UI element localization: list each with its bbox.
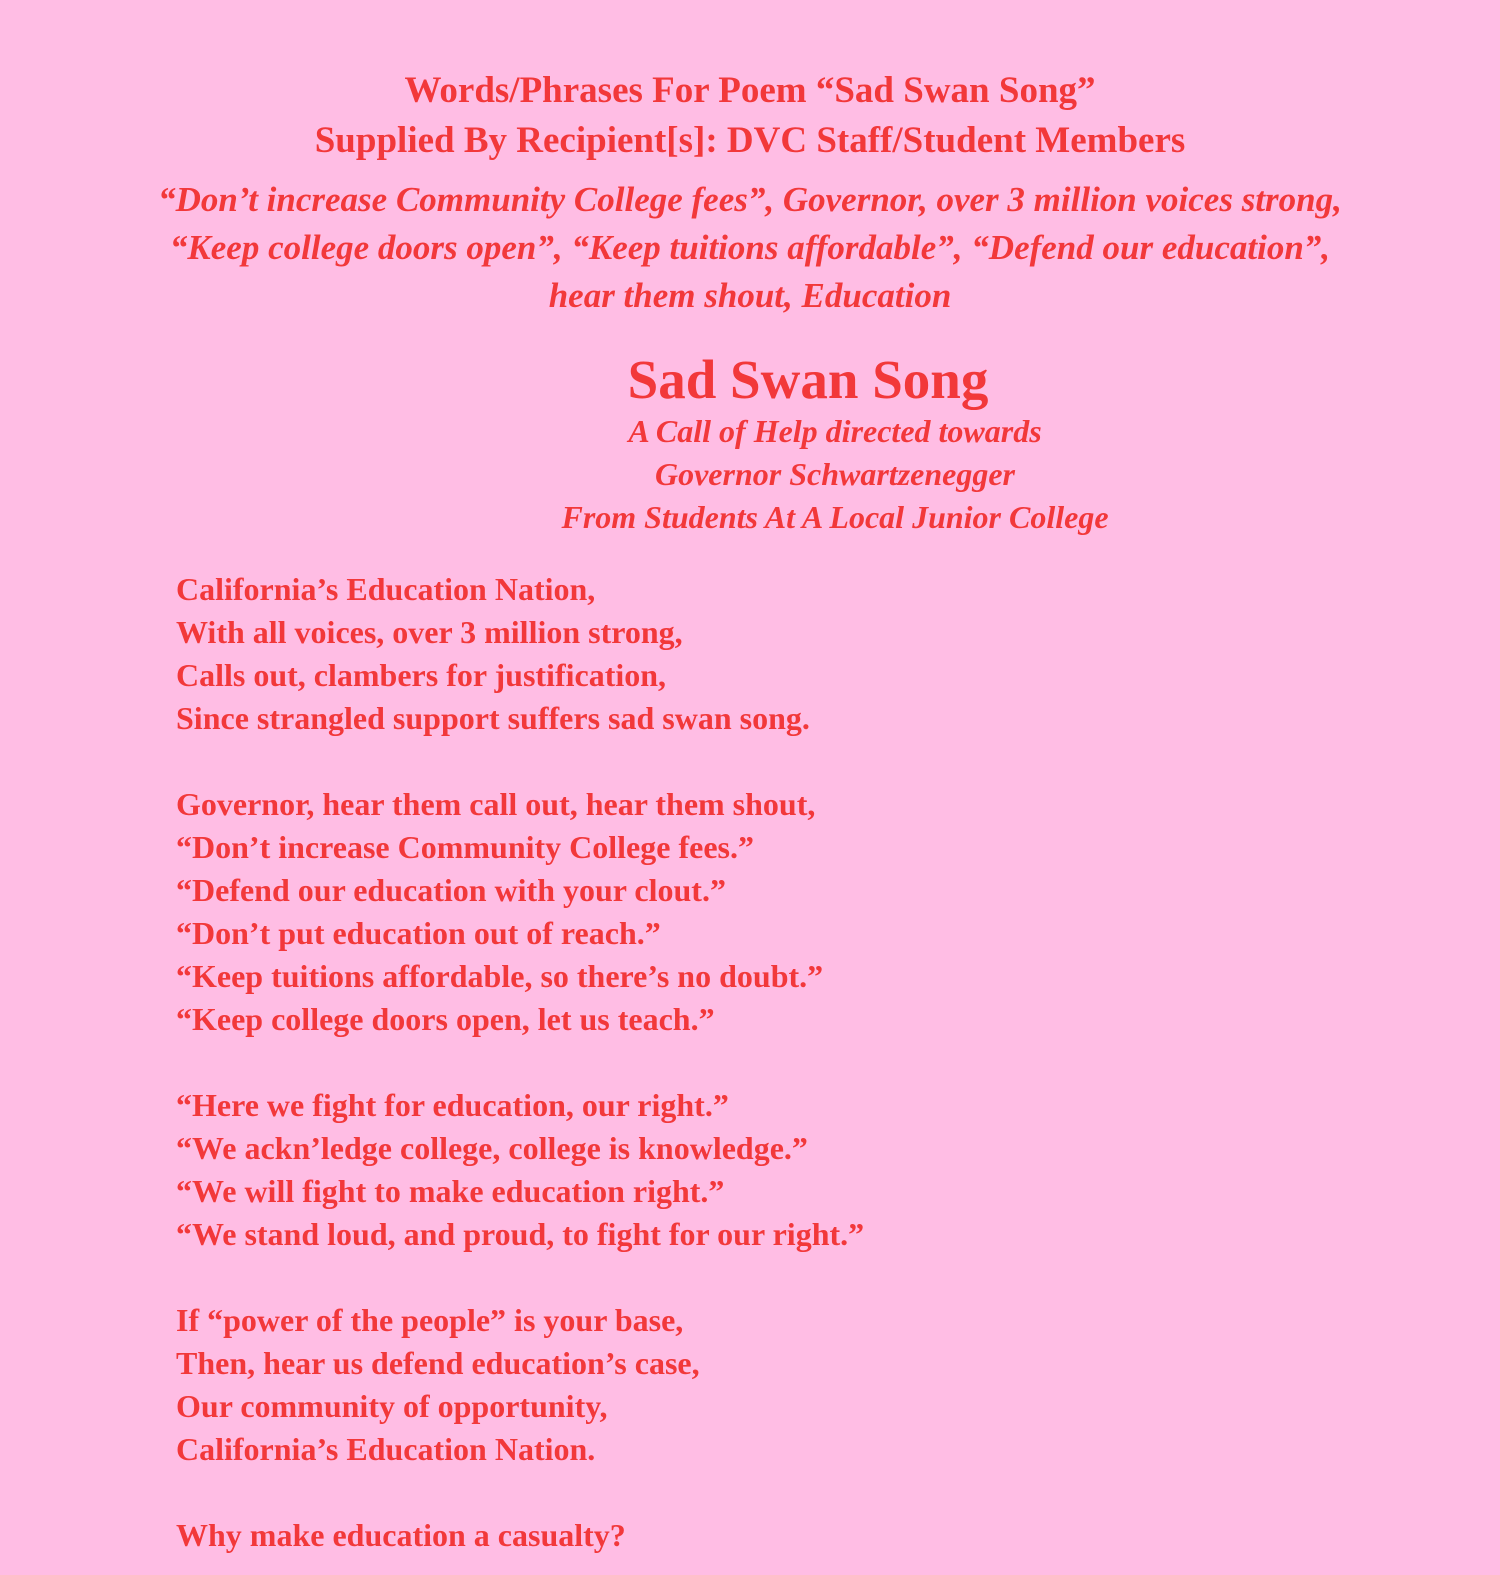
poem-line: “Here we fight for education, our right.” bbox=[176, 1087, 729, 1123]
poem-line: Calls out, clambers for justification, bbox=[176, 657, 667, 693]
poem-line: California’s Education Nation, bbox=[176, 571, 596, 607]
supplied-words-line-2: “Keep college doors open”, “Keep tuitions affordable”, “Defend our education”, bbox=[169, 228, 1331, 267]
stanza-5 bbox=[176, 1514, 1376, 1557]
stanza-1 bbox=[176, 568, 1376, 740]
document-header bbox=[0, 66, 1500, 166]
poem-line: “Don’t put education out of reach.” bbox=[176, 915, 661, 951]
stanza-3 bbox=[176, 1084, 1376, 1256]
poem-line: Since strangled support suffers sad swan song. bbox=[176, 700, 810, 736]
poem-line: With all voices, over 3 million strong, bbox=[176, 614, 683, 650]
poem-line: If “power of the people” is your base, bbox=[176, 1302, 684, 1338]
poem-line: “We ackn’ledge college, college is knowledge.” bbox=[176, 1130, 808, 1166]
poem-line: “We stand loud, and proud, to fight for our right.” bbox=[176, 1216, 865, 1252]
subtitle-line-1: A Call of Help directed towards bbox=[628, 413, 1042, 449]
header-line-2: Supplied By Recipient[s]: DVC Staff/Student Members bbox=[314, 120, 1186, 161]
poem-line: “Keep college doors open, let us teach.” bbox=[176, 1001, 715, 1037]
supplied-words-line-3: hear them shout, Education bbox=[548, 276, 952, 315]
poem-title: Sad Swan Song bbox=[627, 349, 989, 410]
supplied-words bbox=[0, 176, 1500, 320]
poem-line: “Defend our education with your clout.” bbox=[176, 872, 726, 908]
poem-line: “We will fight to make education right.” bbox=[176, 1173, 725, 1209]
stanza-2 bbox=[176, 783, 1376, 1041]
subtitle-line-3: From Students At A Local Junior College bbox=[561, 499, 1109, 535]
stanza-4 bbox=[176, 1299, 1376, 1471]
supplied-words-line-1: “Don’t increase Community College fees”, Governor, over 3 million voices strong, bbox=[158, 180, 1342, 219]
poem-line: Then, hear us defend education’s case, bbox=[176, 1345, 700, 1381]
header-line-1: Words/Phrases For Poem “Sad Swan Song” bbox=[404, 70, 1096, 111]
poem-line: “Don’t increase Community College fees.” bbox=[176, 829, 754, 865]
poem-line: Governor, hear them call out, hear them shout, bbox=[176, 786, 816, 822]
poem-line: “Keep tuitions affordable, so there’s no doubt.” bbox=[176, 958, 824, 994]
poem-line: Our community of opportunity, bbox=[176, 1388, 608, 1424]
subtitle-line-2: Governor Schwartzenegger bbox=[654, 456, 1015, 492]
poem-line: California’s Education Nation. bbox=[176, 1431, 596, 1467]
poem-body bbox=[176, 568, 1376, 1557]
poem-subtitle bbox=[0, 410, 1500, 539]
poem-line: Why make education a casualty? bbox=[176, 1517, 626, 1553]
